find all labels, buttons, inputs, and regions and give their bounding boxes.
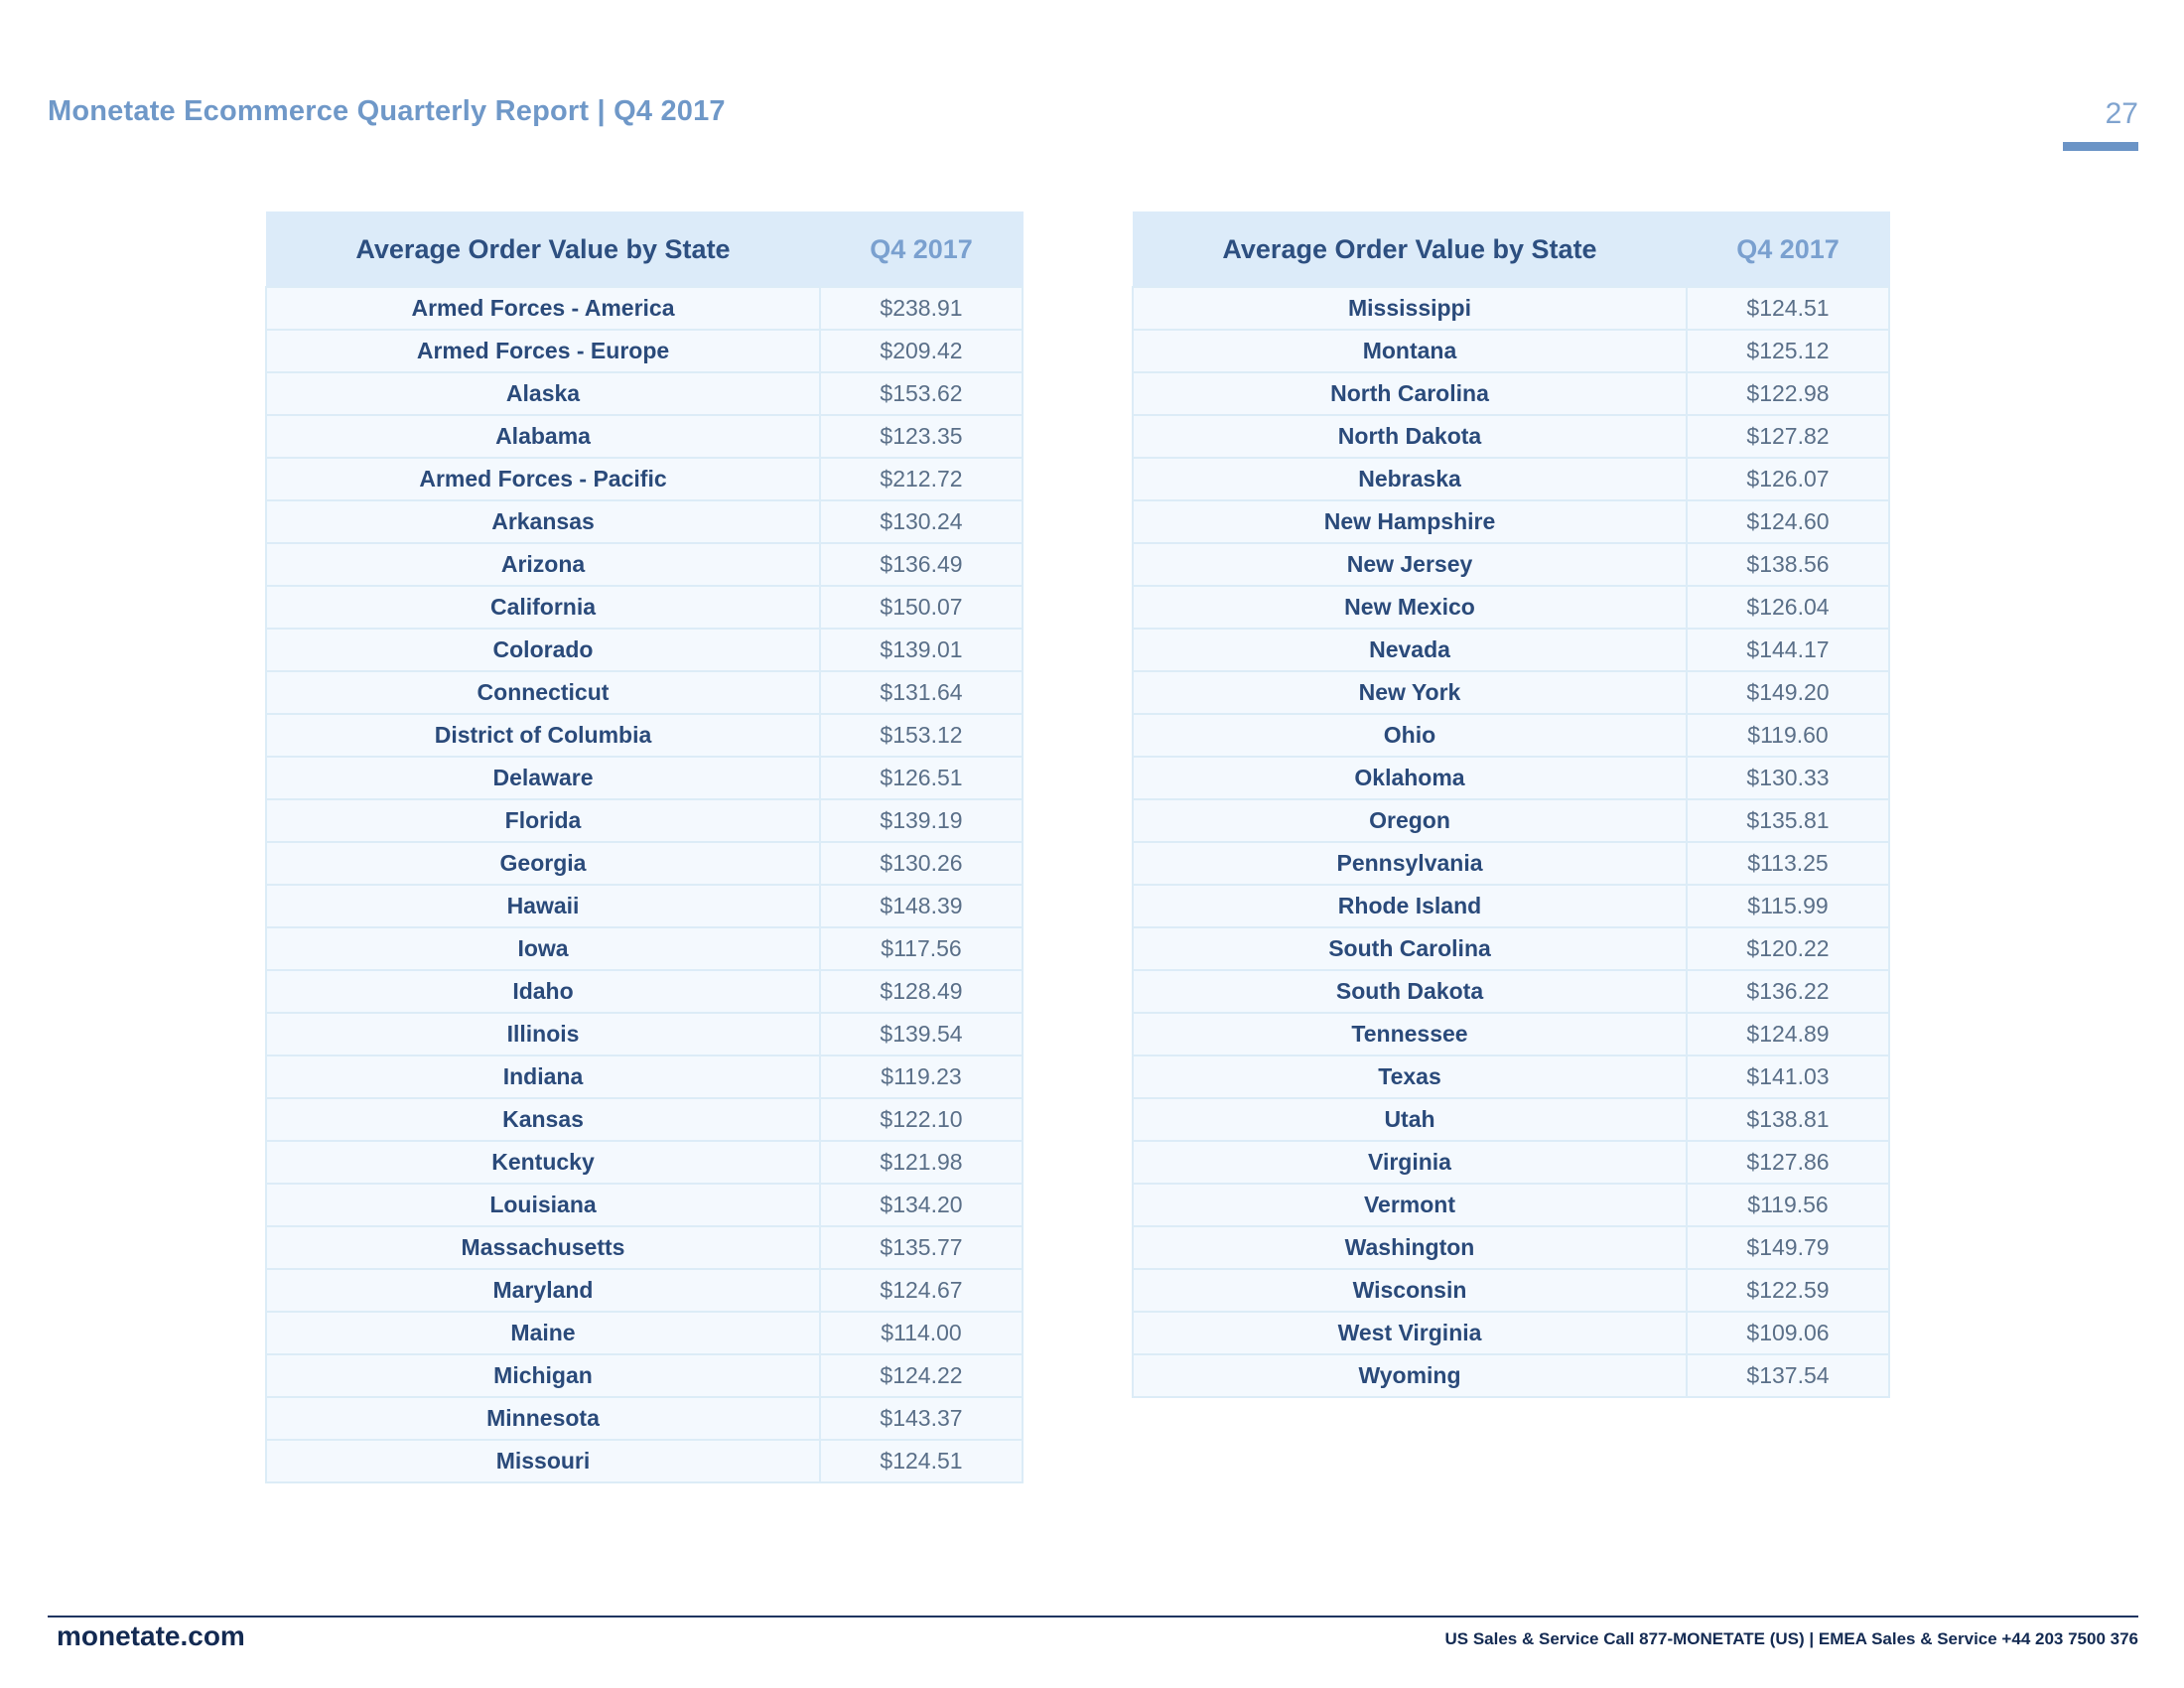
table-row [266,586,1023,629]
state-name-cell: New York [1133,671,1687,714]
order-value-cell: $124.22 [820,1354,1023,1397]
table-row [1133,372,1889,415]
table-row [1133,629,1889,671]
table-row [1133,927,1889,970]
order-value-cell: $139.19 [820,799,1023,842]
table-row [266,1055,1023,1098]
state-name-cell: Minnesota [266,1397,820,1440]
order-value-cell: $113.25 [1687,842,1889,885]
aov-table-right [1132,211,1890,1398]
state-name-cell: Armed Forces - Europe [266,330,820,372]
order-value-cell: $120.22 [1687,927,1889,970]
order-value-cell: $130.24 [820,500,1023,543]
state-name-cell: Washington [1133,1226,1687,1269]
order-value-cell: $119.23 [820,1055,1023,1098]
table-row [1133,1013,1889,1055]
state-name-cell: District of Columbia [266,714,820,757]
order-value-cell: $238.91 [820,287,1023,330]
footer-brand: monetate.com [57,1620,245,1651]
state-name-cell: Mississippi [1133,287,1687,330]
order-value-cell: $122.59 [1687,1269,1889,1312]
state-name-cell: Wyoming [1133,1354,1687,1397]
table-row [266,799,1023,842]
state-name-cell: South Dakota [1133,970,1687,1013]
state-name-cell: Michigan [266,1354,820,1397]
table-row [1133,586,1889,629]
table-row [1133,1184,1889,1226]
state-name-cell: Massachusetts [266,1226,820,1269]
table-row [266,500,1023,543]
state-name-cell: Armed Forces - America [266,287,820,330]
quarter-column-header: Q4 2017 [1687,212,1889,288]
state-name-cell: Iowa [266,927,820,970]
state-name-cell: Oklahoma [1133,757,1687,799]
state-name-cell: New Hampshire [1133,500,1687,543]
state-name-cell: Utah [1133,1098,1687,1141]
table-row [266,1013,1023,1055]
order-value-cell: $119.56 [1687,1184,1889,1226]
table-row [266,1184,1023,1226]
state-name-cell: Connecticut [266,671,820,714]
table-row [1133,1354,1889,1397]
order-value-cell: $122.10 [820,1098,1023,1141]
table-row [1133,1141,1889,1184]
state-name-cell: Florida [266,799,820,842]
table-row [266,714,1023,757]
order-value-cell: $128.49 [820,970,1023,1013]
order-value-cell: $209.42 [820,330,1023,372]
state-name-cell: Tennessee [1133,1013,1687,1055]
report-title: Monetate Ecommerce Quarterly Report | Q4 2017 [48,95,726,127]
table-row [1133,1269,1889,1312]
aov-table-left [265,211,1024,1483]
table-row [266,543,1023,586]
table-row [266,1312,1023,1354]
order-value-cell: $115.99 [1687,885,1889,927]
state-name-cell: California [266,586,820,629]
table-row [266,1141,1023,1184]
page-number: 27 [2105,97,2138,130]
order-value-cell: $124.89 [1687,1013,1889,1055]
state-name-cell: North Carolina [1133,372,1687,415]
table-row [1133,500,1889,543]
order-value-cell: $126.51 [820,757,1023,799]
order-value-cell: $139.54 [820,1013,1023,1055]
state-name-cell: Maine [266,1312,820,1354]
order-value-cell: $138.81 [1687,1098,1889,1141]
order-value-cell: $135.77 [820,1226,1023,1269]
order-value-cell: $127.86 [1687,1141,1889,1184]
state-name-cell: Colorado [266,629,820,671]
order-value-cell: $117.56 [820,927,1023,970]
state-name-cell: Alaska [266,372,820,415]
state-name-cell: Arizona [266,543,820,586]
table-row [1133,1098,1889,1141]
state-name-cell: Kentucky [266,1141,820,1184]
table-row [1133,415,1889,458]
state-name-cell: Virginia [1133,1141,1687,1184]
table-row [1133,757,1889,799]
state-name-cell: Arkansas [266,500,820,543]
state-name-cell: Maryland [266,1269,820,1312]
order-value-cell: $126.07 [1687,458,1889,500]
table-row [1133,885,1889,927]
order-value-cell: $137.54 [1687,1354,1889,1397]
table-row [266,372,1023,415]
state-name-cell: West Virginia [1133,1312,1687,1354]
state-name-cell: Kansas [266,1098,820,1141]
table-row [266,1269,1023,1312]
order-value-cell: $144.17 [1687,629,1889,671]
order-value-cell: $148.39 [820,885,1023,927]
state-column-header: Average Order Value by State [1133,212,1687,288]
table-row [266,927,1023,970]
table-row [266,885,1023,927]
table-row [266,1354,1023,1397]
table-row [266,1098,1023,1141]
table-row [1133,714,1889,757]
state-name-cell: Ohio [1133,714,1687,757]
state-name-cell: North Dakota [1133,415,1687,458]
state-name-cell: Alabama [266,415,820,458]
footer-divider [48,1616,2138,1618]
table-header-row [266,212,1023,288]
order-value-cell: $119.60 [1687,714,1889,757]
state-name-cell: New Mexico [1133,586,1687,629]
order-value-cell: $121.98 [820,1141,1023,1184]
order-value-cell: $150.07 [820,586,1023,629]
table-row [266,330,1023,372]
state-name-cell: Missouri [266,1440,820,1482]
state-name-cell: Idaho [266,970,820,1013]
order-value-cell: $138.56 [1687,543,1889,586]
table-row [266,1226,1023,1269]
state-name-cell: South Carolina [1133,927,1687,970]
order-value-cell: $136.49 [820,543,1023,586]
state-name-cell: Rhode Island [1133,885,1687,927]
state-column-header: Average Order Value by State [266,212,820,288]
state-name-cell: Vermont [1133,1184,1687,1226]
state-name-cell: Delaware [266,757,820,799]
table-row [266,287,1023,330]
state-name-cell: Wisconsin [1133,1269,1687,1312]
order-value-cell: $149.79 [1687,1226,1889,1269]
state-name-cell: Nevada [1133,629,1687,671]
order-value-cell: $109.06 [1687,1312,1889,1354]
table-row [1133,1312,1889,1354]
state-name-cell: Armed Forces - Pacific [266,458,820,500]
state-name-cell: Georgia [266,842,820,885]
table-row [1133,799,1889,842]
state-name-cell: Indiana [266,1055,820,1098]
table-row [266,757,1023,799]
table-row [1133,1055,1889,1098]
table-row [1133,970,1889,1013]
order-value-cell: $149.20 [1687,671,1889,714]
table-header-row [1133,212,1889,288]
table-row [1133,543,1889,586]
order-value-cell: $123.35 [820,415,1023,458]
order-value-cell: $139.01 [820,629,1023,671]
table-row [1133,458,1889,500]
footer-contact-info: US Sales & Service Call 877-MONETATE (US) | EMEA Sales & Service +44 203 7500 376 [1444,1629,2138,1648]
quarter-column-header: Q4 2017 [820,212,1023,288]
order-value-cell: $135.81 [1687,799,1889,842]
order-value-cell: $124.51 [1687,287,1889,330]
page-number-accent-bar [2063,142,2138,151]
table-row [266,458,1023,500]
order-value-cell: $124.51 [820,1440,1023,1482]
state-name-cell: Louisiana [266,1184,820,1226]
table-row [1133,842,1889,885]
state-name-cell: Hawaii [266,885,820,927]
order-value-cell: $134.20 [820,1184,1023,1226]
table-row [266,671,1023,714]
order-value-cell: $131.64 [820,671,1023,714]
state-name-cell: Oregon [1133,799,1687,842]
order-value-cell: $125.12 [1687,330,1889,372]
order-value-cell: $143.37 [820,1397,1023,1440]
order-value-cell: $130.33 [1687,757,1889,799]
table-row [266,415,1023,458]
table-row [1133,1226,1889,1269]
table-row [1133,671,1889,714]
order-value-cell: $127.82 [1687,415,1889,458]
table-row [266,629,1023,671]
order-value-cell: $130.26 [820,842,1023,885]
order-value-cell: $126.04 [1687,586,1889,629]
order-value-cell: $141.03 [1687,1055,1889,1098]
order-value-cell: $122.98 [1687,372,1889,415]
order-value-cell: $124.67 [820,1269,1023,1312]
state-name-cell: Texas [1133,1055,1687,1098]
table-row [1133,287,1889,330]
table-row [266,1397,1023,1440]
state-name-cell: New Jersey [1133,543,1687,586]
state-name-cell: Pennsylvania [1133,842,1687,885]
state-name-cell: Illinois [266,1013,820,1055]
table-row [266,970,1023,1013]
order-value-cell: $153.12 [820,714,1023,757]
table-row [266,1440,1023,1482]
order-value-cell: $114.00 [820,1312,1023,1354]
order-value-cell: $136.22 [1687,970,1889,1013]
state-name-cell: Montana [1133,330,1687,372]
state-name-cell: Nebraska [1133,458,1687,500]
order-value-cell: $212.72 [820,458,1023,500]
order-value-cell: $153.62 [820,372,1023,415]
table-row [1133,330,1889,372]
order-value-cell: $124.60 [1687,500,1889,543]
table-row [266,842,1023,885]
